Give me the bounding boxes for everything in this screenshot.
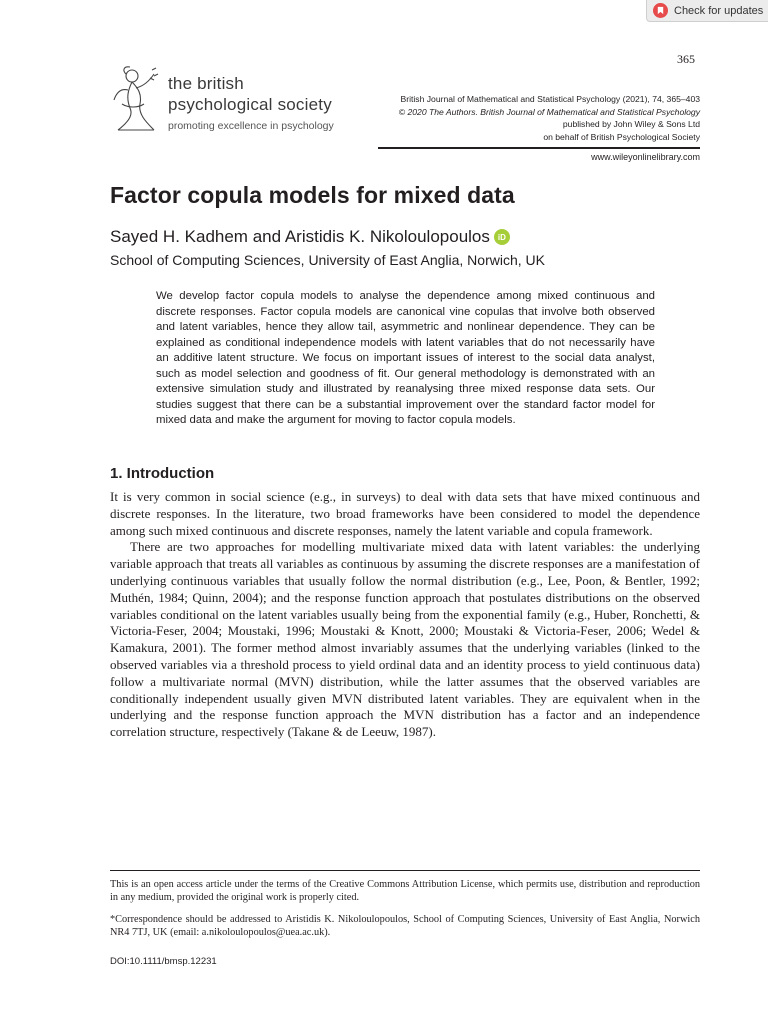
introduction-body <box>110 489 700 741</box>
doi[interactable]: DOI:10.1111/bmsp.12231 <box>110 956 217 967</box>
header-divider <box>378 147 700 149</box>
logo-line-1: the british <box>168 74 244 93</box>
check-for-updates-label: Check for updates <box>674 4 764 17</box>
journal-on-behalf: on behalf of British Psychological Society <box>543 131 700 142</box>
authors: Sayed H. Kadhem and Aristidis K. Nikoloulopoulos <box>110 227 490 246</box>
journal-info <box>399 93 700 143</box>
section-heading-introduction: 1. Introduction <box>110 465 215 482</box>
page-number: 365 <box>677 52 695 66</box>
check-for-updates-button[interactable] <box>646 0 768 22</box>
correspondence-note: *Correspondence should be addressed to Aristidis K. Nikoloulopoulos, School of Computing Sciences, University of East Anglia, Norwich NR4 7TJ, UK (email: a.nikoloulopoulos@uea.ac.uk). <box>110 914 700 938</box>
bps-logo <box>108 64 358 136</box>
journal-url-link[interactable]: www.wileyonlinelibrary.com <box>591 152 700 162</box>
paragraph: It is very common in social science (e.g., in surveys) to deal with data sets that have mixed continuous and discrete responses. In the literature, two broad frameworks have been considered to model the dependence among such mixed continuous and discrete responses, namely the latent variable and copula framework. <box>110 489 700 538</box>
psyche-figure-icon <box>108 64 164 136</box>
logo-tagline: promoting excellence in psychology <box>168 120 334 132</box>
article-title: Factor copula models for mixed data <box>110 182 515 208</box>
footnotes <box>110 878 700 948</box>
authors-line <box>110 227 510 247</box>
affiliation: School of Computing Sciences, University of East Anglia, Norwich, UK <box>110 252 545 268</box>
footnote-divider <box>110 870 700 871</box>
crossmark-icon <box>653 3 668 18</box>
open-access-note: This is an open access article under the terms of the Creative Commons Attribution License, which permits use, distribution and reproduction in any medium, provided the original work is properly cited. <box>110 879 700 903</box>
logo-line-2: psychological society <box>168 95 332 114</box>
journal-citation: British Journal of Mathematical and Statistical Psychology (2021), 74, 365–403 <box>400 94 700 104</box>
journal-copyright: © 2020 The Authors. British Journal of Mathematical and Statistical Psychology <box>398 106 700 117</box>
journal-publisher: published by John Wiley & Sons Ltd <box>562 119 700 129</box>
paragraph: There are two approaches for modelling multivariate mixed data with latent variables: the underlying variable approach that treats all variables as continuous by assuming the discrete responses are a manifestation of underlying continuous variables that usually follow the normal distribution (e.g., Lee, Poon, & Bentler, 1992; Muthén, 1984; Quinn, 2004); and the response function approach that postulates distributions on the observed variables conditional on the latent variables usually being from the exponential family (e.g., Huber, Ronchetti, & Victoria-Feser, 2004; Moustaki, 1996; Moustaki & Knott, 2000; Moustaki & Victoria-Feser, 2006; Wedel & Kamakura, 2001). The former method almost invariably assumes that the underlying variables (linked to the observed variables via a threshold process to yield ordinal data and an identity process to yield continuous data) follow a multivariate normal (MVN) distribution, while the latter assumes that the observed variables are conditionally independent usually given MVN distributed latent variables. They are equivalent when in the underlying and the response function approach the MVN distribution has a factor and an independence correlation structure, respectively (Takane & de Leeuw, 1987). <box>110 539 700 740</box>
orcid-icon[interactable]: iD <box>494 229 510 245</box>
abstract: We develop factor copula models to analyse the dependence among mixed continuous and discrete responses. Factor copula models are canonical vine copulas that involve both observed and latent variables, hence they allow tail, asymmetric and nonlinear dependence. They can be explained as conditional independence models with latent variables that do not necessarily have an additive latent structure. We focus on important issues of interest to the social data analyst, such as model selection and goodness of fit. Our general methodology is demonstrated with an extensive simulation study and illustrated by reanalysing three mixed response data sets. Our studies suggest that there can be a substantial improvement over the standard factor model for mixed data and make the argument for moving to factor copula models. <box>156 290 655 426</box>
